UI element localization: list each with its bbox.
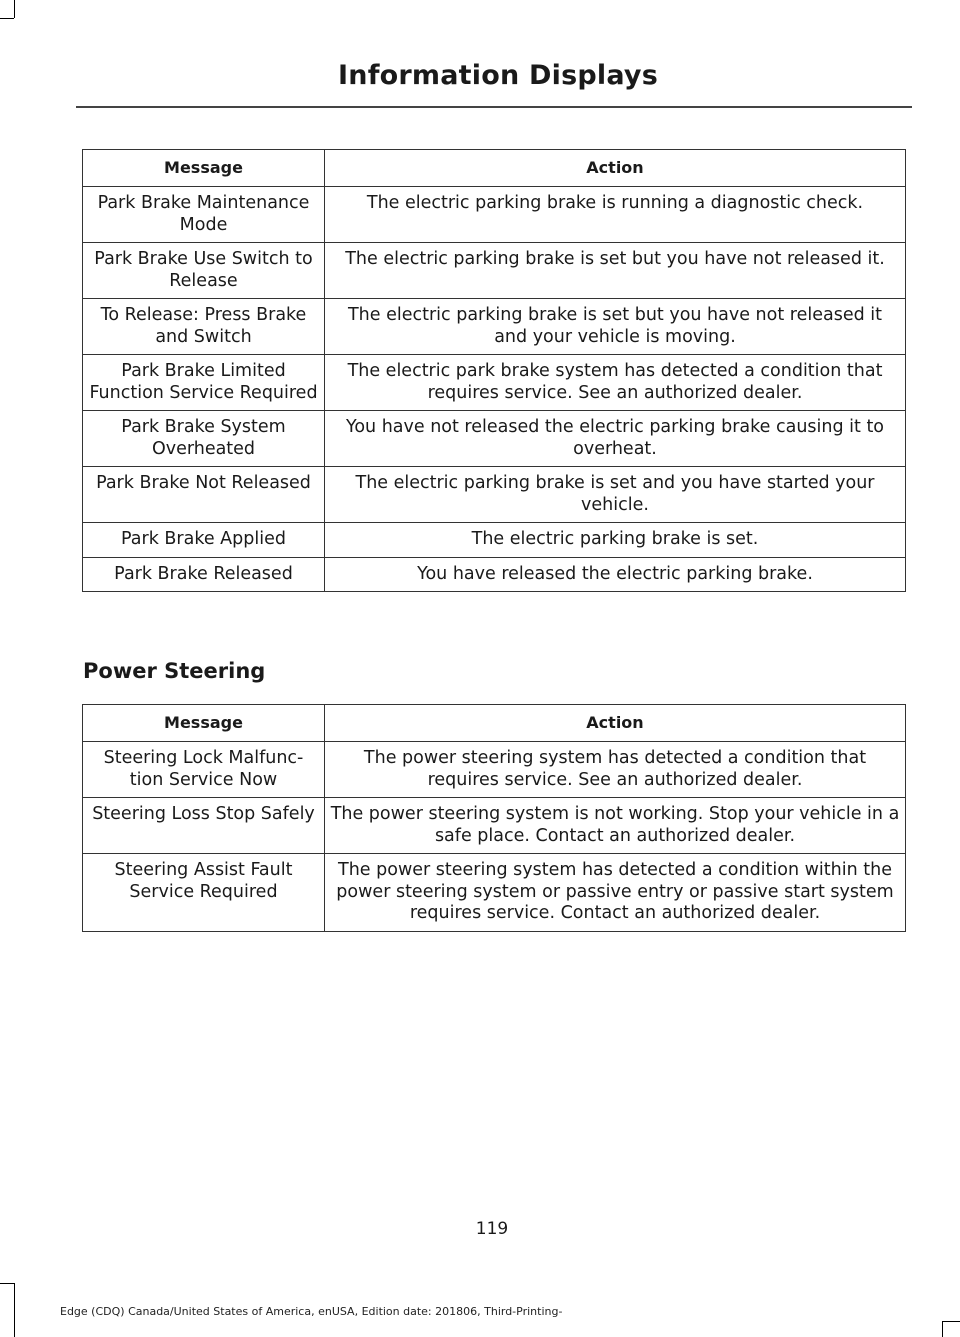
action-cell: The power steering system has detected a condition that requires service. See an authorized dealer. xyxy=(325,742,906,798)
crop-mark xyxy=(14,0,15,18)
crop-mark xyxy=(0,1283,14,1284)
edition-footer: Edge (CDQ) Canada/United States of America, enUSA, Edition date: 201806, Third-Printing- xyxy=(60,1305,563,1318)
message-cell: Park Brake Limited Function Service Required xyxy=(83,355,325,411)
power-steering-message-table xyxy=(82,704,906,932)
action-cell: The power steering system is not working. Stop your vehicle in a safe place. Contact an authorized dealer. xyxy=(325,798,906,854)
message-cell: Park Brake Released xyxy=(83,557,325,592)
page-title: Information Displays xyxy=(338,60,658,91)
crop-mark xyxy=(942,1321,960,1322)
message-cell: To Release: Press Brake and Switch xyxy=(83,299,325,355)
action-cell: The electric parking brake is running a diagnostic check. xyxy=(325,187,906,243)
header-divider xyxy=(76,106,912,108)
column-header-message: Message xyxy=(83,705,325,742)
action-cell: The electric parking brake is set but you have not released it. xyxy=(325,243,906,299)
table-row xyxy=(83,467,906,523)
message-cell: Park Brake Not Released xyxy=(83,467,325,523)
message-cell: Park Brake Maintenance Mode xyxy=(83,187,325,243)
table-row xyxy=(83,243,906,299)
message-cell: Park Brake Applied xyxy=(83,523,325,558)
column-header-action: Action xyxy=(325,705,906,742)
table-header-row xyxy=(83,150,906,187)
table-row xyxy=(83,798,906,854)
table-row xyxy=(83,299,906,355)
message-cell: Steering Lock Malfunc-tion Service Now xyxy=(83,742,325,798)
table-row xyxy=(83,742,906,798)
message-cell: Steering Loss Stop Safely xyxy=(83,798,325,854)
column-header-action: Action xyxy=(325,150,906,187)
action-cell: You have not released the electric parking brake causing it to overheat. xyxy=(325,411,906,467)
section-heading-power-steering: Power Steering xyxy=(83,659,266,683)
action-cell: The electric parking brake is set but you have not released it and your vehicle is moving. xyxy=(325,299,906,355)
crop-mark xyxy=(0,18,14,19)
action-cell: The electric parking brake is set and you have started your vehicle. xyxy=(325,467,906,523)
table-row xyxy=(83,854,906,932)
message-cell: Park Brake Use Switch to Release xyxy=(83,243,325,299)
page-number: 119 xyxy=(475,1219,509,1239)
table-header-row xyxy=(83,705,906,742)
table-row xyxy=(83,355,906,411)
action-cell: The electric parking brake is set. xyxy=(325,523,906,558)
table-row xyxy=(83,411,906,467)
column-header-message: Message xyxy=(83,150,325,187)
action-cell: You have released the electric parking brake. xyxy=(325,557,906,592)
crop-mark xyxy=(14,1283,15,1337)
park-brake-message-table xyxy=(82,149,906,592)
action-cell: The electric park brake system has detected a condition that requires service. See an authorized dealer. xyxy=(325,355,906,411)
message-cell: Park Brake System Overheated xyxy=(83,411,325,467)
table-row xyxy=(83,557,906,592)
message-cell: Steering Assist Fault Service Required xyxy=(83,854,325,932)
action-cell: The power steering system has detected a condition within the power steering system or passive entry or passive start system requires service. Contact an authorized dealer. xyxy=(325,854,906,932)
table-row xyxy=(83,187,906,243)
table-row xyxy=(83,523,906,558)
crop-mark xyxy=(942,1321,943,1337)
